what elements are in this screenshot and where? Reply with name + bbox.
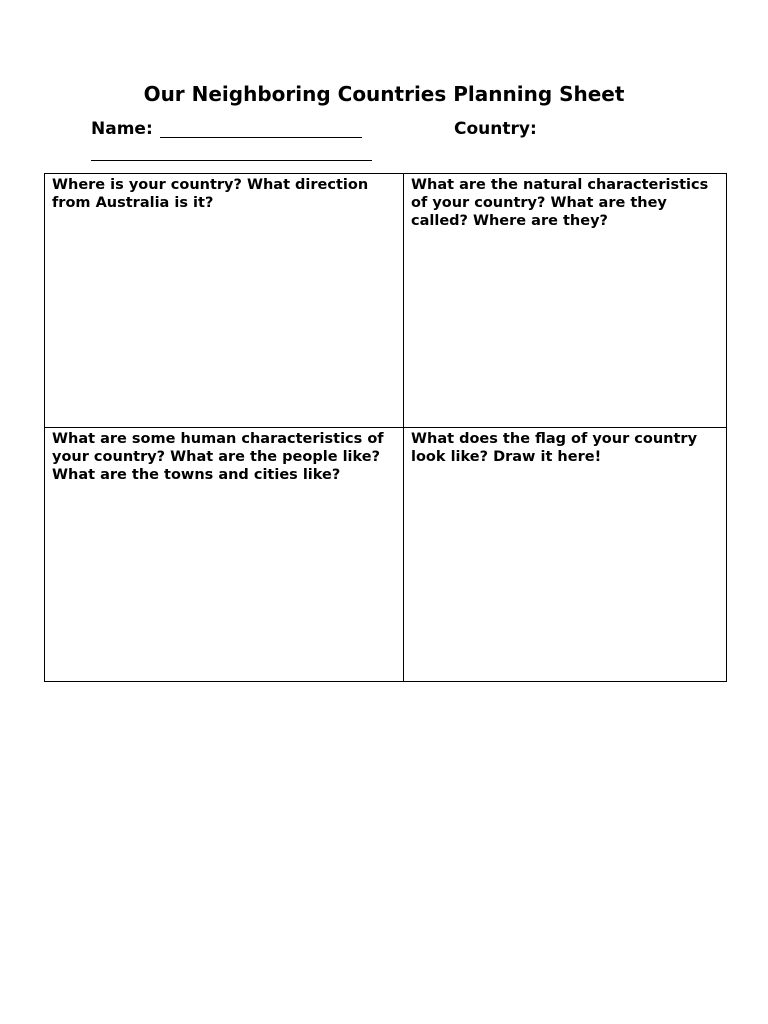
page-title: Our Neighboring Countries Planning Sheet [143, 82, 625, 106]
natural-characteristics-cell[interactable] [404, 174, 727, 428]
country-blank-line[interactable] [91, 160, 372, 161]
human-characteristics-cell[interactable] [45, 428, 404, 682]
grid-row-bottom [45, 428, 727, 682]
flag-drawing-cell[interactable] [404, 428, 727, 682]
grid-row-top [45, 174, 727, 428]
human-characteristics-question: What are some human characteristics of your country? What are the people like? What are the towns and cities like? [52, 431, 384, 483]
natural-characteristics-question: What are the natural characteristics of your country? What are they called? Where are they? [411, 177, 709, 229]
planning-grid [44, 173, 727, 682]
location-question: Where is your country? What direction from Australia is it? [52, 177, 369, 211]
name-label: Name: [91, 119, 153, 139]
flag-question: What does the flag of your country look like? Draw it here! [411, 431, 698, 465]
country-label: Country: [454, 119, 537, 139]
location-cell[interactable] [45, 174, 404, 428]
name-blank-line[interactable] [160, 137, 362, 138]
